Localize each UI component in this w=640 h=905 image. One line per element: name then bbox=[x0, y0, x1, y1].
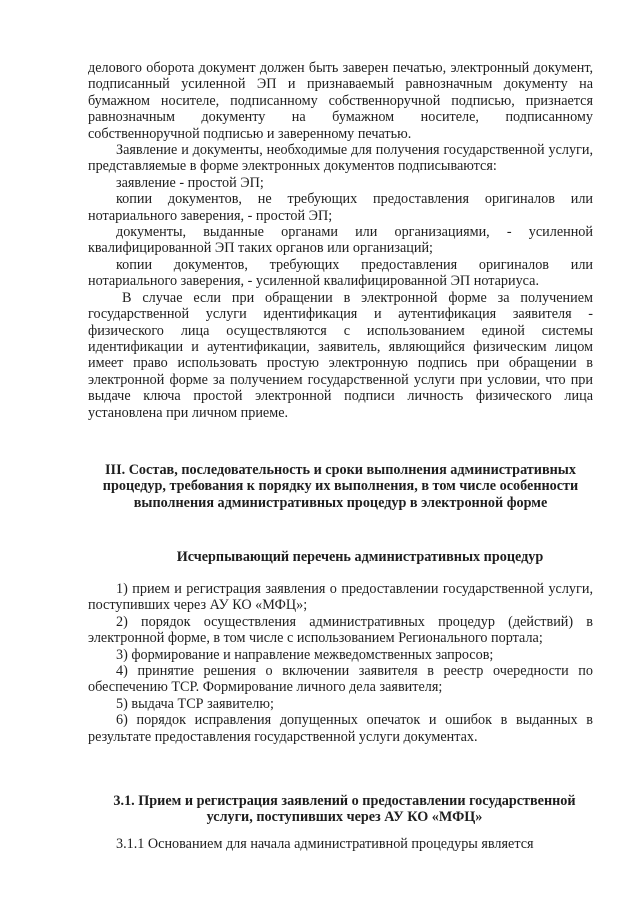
last-text-block bbox=[88, 836, 593, 852]
list-item: 5) выдача ТСР заявителю; bbox=[116, 695, 274, 712]
top-text-block bbox=[88, 60, 593, 421]
list-item: 1) прием и регистрация заявления о предоставлении государственной услуги, поступивших через АУ КО «МФЦ»; bbox=[88, 581, 593, 614]
procedures-heading: Исчерпывающий перечень административных процедур bbox=[176, 549, 544, 565]
list-item: 6) порядок исправления допущенных опечаток и ошибок в выданных в результате предоставления государственной услуги документах. bbox=[88, 712, 593, 745]
section-title: III. Состав, последовательность и сроки выполнения административных процедур, требования к порядку их выполнения, в том числе особенности выполнения административных процедур в электронной форме bbox=[102, 462, 579, 511]
procedures-list bbox=[88, 581, 593, 745]
list-item: 4) принятие решения о включении заявителя в реестр очередности по обеспечению ТСР. Формирование личного дела заявителя; bbox=[88, 663, 593, 696]
paragraph: 3.1.1 Основанием для начала административной процедуры является bbox=[116, 836, 534, 852]
paragraph: копии документов, требующих предоставления оригиналов или нотариального заверения, - усиленной квалифицированной ЭП нотариуса. bbox=[88, 256, 593, 290]
list-item: 3) формирование и направление межведомственных запросов; bbox=[116, 646, 494, 663]
subsection-title: 3.1. Прием и регистрация заявлений о предоставлении государственной услуги, поступивших через АУ КО «МФЦ» bbox=[113, 793, 576, 826]
paragraph: делового оборота документ должен быть заверен печатью, электронный документ, подписанный усиленной ЭП и признаваемый равнозначным документу на бумажном носителе, подписанному собственноручной подписью, признается равнозначным документу на бумажном носителе, подписанному собственноручной подписью и заверенному печатью. bbox=[88, 60, 593, 142]
paragraph: В случае если при обращении в электронной форме за получением государственной услуги идентификация и аутентификация заявителя - физического лица осуществляются с использованием единой системы идентификации и аутентификации, заявитель, являющийся физическим лицом имеет право использовать простую электронную подпись при обращении в электронной форме за получением государственной услуги при условии, что при выдаче ключа простой электронной подписи личность физического лица установлена при личном приеме. bbox=[88, 289, 593, 421]
paragraph: копии документов, не требующих предоставления оригиналов или нотариального заверения, - простой ЭП; bbox=[88, 191, 593, 224]
paragraph: документы, выданные органами или организациями, - усиленной квалифицированной ЭП таких органов или организаций; bbox=[88, 224, 593, 257]
paragraph: заявление - простой ЭП; bbox=[116, 174, 264, 191]
paragraph: Заявление и документы, необходимые для получения государственной услуги, представляемые в форме электронных документов подписываются: bbox=[88, 142, 593, 175]
list-item: 2) порядок осуществления административных процедур (действий) в электронной форме, в том числе с использованием Регионального портала; bbox=[88, 613, 593, 647]
